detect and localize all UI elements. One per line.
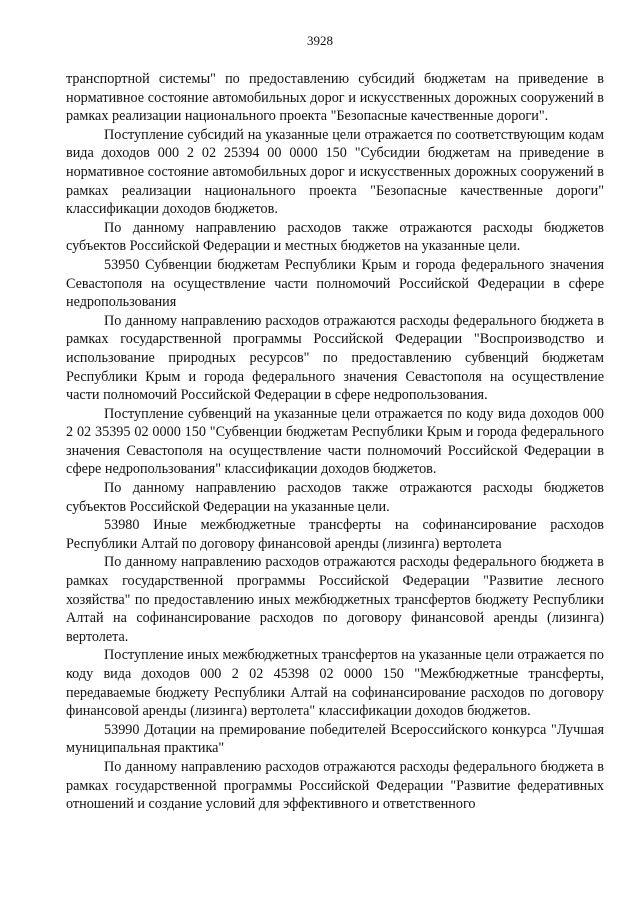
paragraph: Поступление субсидий на указанные цели отражается по соответствующим кодам вида доходов 000 2 02 25394 00 0000 150 "Субсидии бюджетам на приведение в нормативное состояние автомобильных дорог и искусственных дорожных сооружений в рамках реализации национального проекта "Безопасные качественные дороги" классификации доходов бюджетов. <box>66 126 604 218</box>
section-heading: 53950 Субвенции бюджетам Республики Крым и города федерального значения Севастополя на осуществление части полномочий Российской Федерации в сфере недропользования <box>66 256 604 311</box>
paragraph: Поступление субвенций на указанные цели отражается по коду вида доходов 000 2 02 35395 02 0000 150 "Субвенции бюджетам Республики Крым и города федерального значения Севастополя на осуществление части полномочий Российской Федерации в сфере недропользования" классификации доходов бюджетов. <box>66 405 604 478</box>
paragraph: По данному направлению расходов также отражаются расходы бюджетов субъектов Российской Федерации на указанные цели. <box>66 480 604 515</box>
paragraph: По данному направлению расходов отражаются расходы федерального бюджета в рамках государственной программы Российской Федерации "Воспроизводство и использование природных ресурсов" по предоставлению субвенций бюджетам Республики Крым и города федерального значения Севастополя на осуществление части полномочий Российской Федерации в сфере недропользования. <box>66 312 604 404</box>
paragraph: Поступление иных межбюджетных трансфертов на указанные цели отражается по коду вида доходов 000 2 02 45398 02 0000 150 "Межбюджетные трансферты, передаваемые бюджету Республики Алтай на софинансирование расходов по договору финансовой аренды (лизинга) вертолета" классификации доходов бюджетов. <box>66 647 604 720</box>
paragraph: По данному направлению расходов отражаются расходы федерального бюджета в рамках государственной программы Российской Федерации "Развитие федеративных отношений и создание условий для эффективного и ответственного <box>66 758 604 813</box>
paragraph: По данному направлению расходов также отражаются расходы бюджетов субъектов Российской Федерации и местных бюджетов на указанные цели. <box>66 219 604 255</box>
document-body <box>66 70 604 814</box>
paragraph: транспортной системы" по предоставлению субсидий бюджетам на приведение в нормативное состояние автомобильных дорог и искусственных дорожных сооружений в рамках реализации национального проекта "Безопасные качественные дороги". <box>66 71 604 125</box>
section-heading: 53980 Иные межбюджетные трансферты на софинансирование расходов Республики Алтай по договору финансовой аренды (лизинга) вертолета <box>66 517 604 552</box>
page-number: 3928 <box>307 33 333 48</box>
section-heading: 53990 Дотации на премирование победителей Всероссийского конкурса "Лучшая муниципальная практика" <box>66 721 604 757</box>
paragraph: По данному направлению расходов отражаются расходы федерального бюджета в рамках государственной программы Российской Федерации "Развитие лесного хозяйства" по предоставлению иных межбюджетных трансфертов бюджету Республики Алтай на софинансирование расходов по договору финансовой аренды (лизинга) вертолета. <box>66 554 604 645</box>
